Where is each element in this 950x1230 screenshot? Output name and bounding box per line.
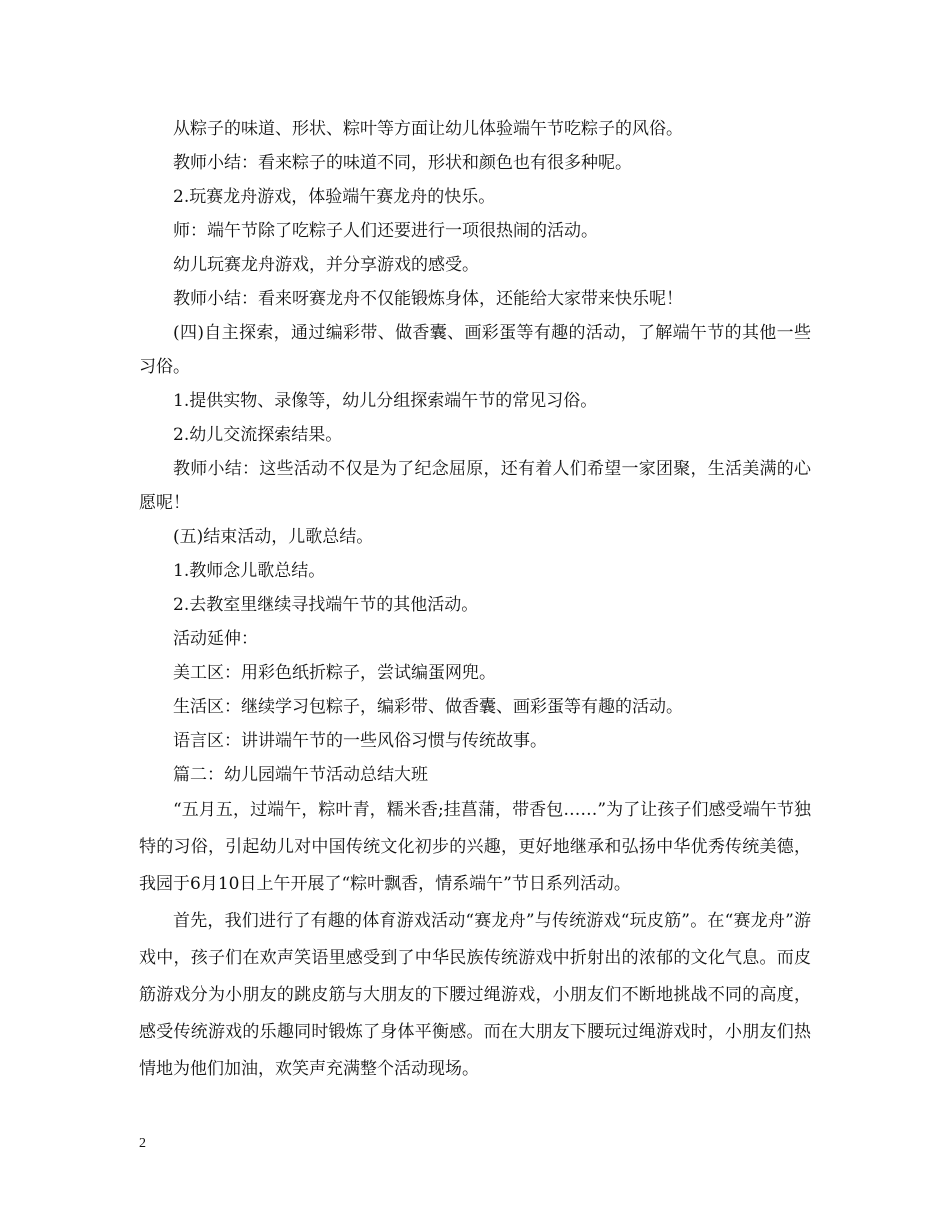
paragraph: (四)自主探索，通过编彩带、做香囊、画彩蛋等有趣的活动，了解端午节的其他一些习俗。 bbox=[139, 323, 811, 377]
paragraph: 2.玩赛龙舟游戏，体验端午赛龙舟的快乐。 bbox=[173, 187, 496, 207]
paragraph: “五月五，过端午，粽叶青，糯米香;挂菖蒲，带香包……”为了让孩子们感受端午节独特的习俗，引起幼儿对中国传统文化初步的兴趣，更好地继承和弘扬中华优秀传统美德，我园于6月10日上午开展了“粽叶飘香，情系端午”节日系列活动。 bbox=[139, 800, 811, 894]
paragraph: 美工区：用彩色纸折粽子，尝试编蛋网兜。 bbox=[173, 663, 496, 683]
paragraph: 1.提供实物、录像等，幼儿分组探索端午节的常见习俗。 bbox=[173, 391, 598, 411]
page-content bbox=[139, 112, 811, 1088]
page-number: 2 bbox=[139, 1136, 146, 1151]
paragraph: 师：端午节除了吃粽子人们还要进行一项很热闹的活动。 bbox=[173, 221, 598, 241]
section-heading: 篇二：幼儿园端午节活动总结大班 bbox=[173, 765, 428, 785]
paragraph: 1.教师念儿歌总结。 bbox=[173, 561, 326, 581]
paragraph: 教师小结：看来粽子的味道不同，形状和颜色也有很多种呢。 bbox=[173, 153, 632, 173]
paragraph: 幼儿玩赛龙舟游戏，并分享游戏的感受。 bbox=[173, 255, 479, 275]
paragraph: 活动延伸： bbox=[173, 629, 258, 649]
paragraph: 2.幼儿交流探索结果。 bbox=[173, 425, 343, 445]
paragraph: 2.去教室里继续寻找端午节的其他活动。 bbox=[173, 595, 479, 615]
paragraph: 从粽子的味道、形状、粽叶等方面让幼儿体验端午节吃粽子的风俗。 bbox=[173, 119, 683, 139]
paragraph: (五)结束活动，儿歌总结。 bbox=[173, 527, 374, 547]
paragraph: 语言区：讲讲端午节的一些风俗习惯与传统故事。 bbox=[173, 731, 547, 751]
paragraph: 首先，我们进行了有趣的体育游戏活动“赛龙舟”与传统游戏“玩皮筋”。在“赛龙舟”游戏中，孩子们在欢声笑语里感受到了中华民族传统游戏中折射出的浓郁的文化气息。而皮筋游戏分为小朋友的跳皮筋与大朋友的下腰过绳游戏，小朋友们不断地挑战不同的高度，感受传统游戏的乐趣同时锻炼了身体平衡感。而在大朋友下腰玩过绳游戏时，小朋友们热情地为他们加油，欢笑声充满整个活动现场。 bbox=[139, 911, 811, 1079]
paragraph: 教师小结：这些活动不仅是为了纪念屈原，还有着人们希望一家团聚，生活美满的心愿呢！ bbox=[139, 459, 811, 513]
paragraph: 生活区：继续学习包粽子，编彩带、做香囊、画彩蛋等有趣的活动。 bbox=[173, 697, 683, 717]
paragraph: 教师小结：看来呀赛龙舟不仅能锻炼身体，还能给大家带来快乐呢！ bbox=[173, 289, 683, 309]
